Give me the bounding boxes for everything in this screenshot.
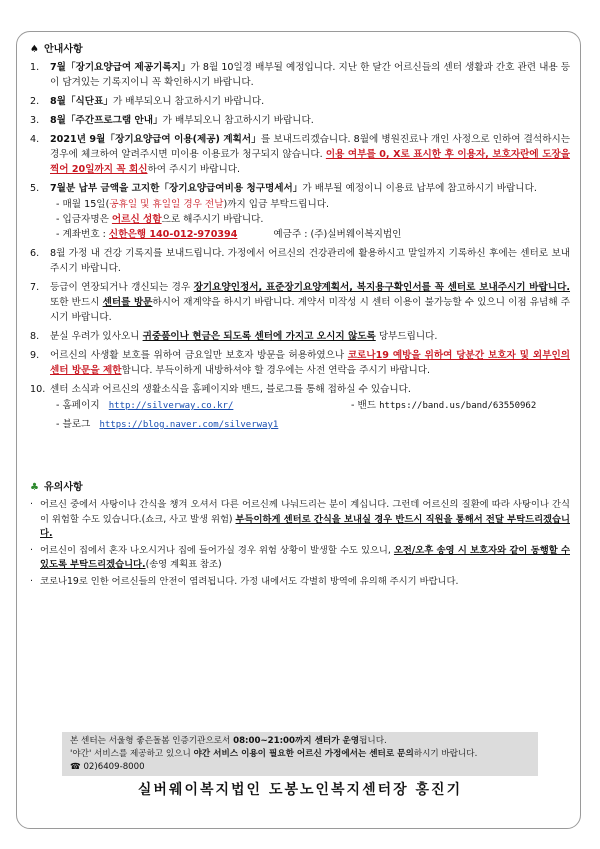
- blog-link[interactable]: https://blog.naver.com/silverway1: [99, 420, 279, 430]
- phone-icon: ☎: [70, 762, 81, 772]
- account-number: 신한은행 140-012-970394: [108, 229, 238, 240]
- phone-number: 02)6409-8000: [83, 762, 145, 772]
- spade-icon: ♠: [30, 44, 39, 55]
- notice-section: [30, 40, 570, 591]
- signature: 실버웨이복지법인 도봉노인복지센터장 홍진기: [137, 782, 463, 798]
- account-holder: 예금주 : (주)실버웨이복지법인: [273, 229, 402, 240]
- band-link[interactable]: https://band.us/band/63550962: [379, 401, 537, 411]
- notice-item-10: 10. 센터 소식과 어르신의 생활소식을 홈페이지와 밴드, 블로그를 통해 접하실 수 있습니다.: [30, 384, 411, 395]
- caution-item-1: · 어르신 중에서 사탕이나 간식을 챙겨 오셔서 다른 어르신께 나눠드리는 분이 계십니다. 그런데 어르신의 질환에 따라 사탕이나 간식이 위험할 수도 있습니다.(쇼크, 사고 발생 위험) 부득이하게 센터로 간식을 보내실 경우 반드시 직원을 통해서 전달 부탁드리겠습니다.: [30, 499, 570, 539]
- notice-item-4: 4. 2021년 9월「장기요양급여 이용(제공) 계획서」를 보내드리겠습니다. 8월에 병원진료나 개인 사정으로 인하여 결석하시는 경우에 체크하여 알려주시면 미이용 이용료가 청구되지 않습니다. 이용 여부를 0, X로 표시한 후 이용자, 보호자란에 도장을 찍어 20일까지 꼭 회신하여 주시기 바랍니다.: [30, 134, 570, 175]
- notice-item-2: 2. 8월「식단표」가 배부되오니 참고하시기 바랍니다.: [30, 96, 265, 107]
- notice-item-3: 3. 8월「주간프로그램 안내」가 배부되오니 참고하시기 바랍니다.: [30, 115, 314, 126]
- club-icon: ♣: [30, 482, 39, 493]
- homepage-link[interactable]: http://silverway.co.kr/: [108, 401, 234, 411]
- caution-heading: ♣ 유의사항: [30, 478, 570, 498]
- blog-row: - 블로그 https://blog.naver.com/silverway1: [56, 419, 279, 430]
- notice-item-1: 1. 7월「장기요양급여 제공기록지」가 8월 10일경 배부될 예정입니다. 지난 한 달간 어르신들의 센터 생활과 간호 관련 내용 등이 담겨있는 기록지이니 꼭 확인하시기 바랍니다.: [30, 62, 570, 88]
- payment-due-line: - 매월 15일(공휴일 및 휴일일 경우 전날)까지 입금 부탁드립니다.: [56, 199, 330, 210]
- notice-item-8: 8. 분실 우려가 있사오니 귀중품이나 현금은 되도록 센터에 가지고 오시지 않도록 당부드립니다.: [30, 331, 438, 342]
- notice-heading: ♠ 안내사항: [30, 40, 570, 60]
- notice-item-9: 9. 어르신의 사생활 보호를 위하여 금요일만 보호자 방문을 허용하였으나 코로나19 예방을 위하여 당분간 보호자 및 외부인의 센터 방문을 제한합니다. 부득이하게 내방하셔야 할 경우에는 사전 연락을 주시기 바랍니다.: [30, 350, 570, 376]
- caution-item-2: · 어르신이 집에서 혼자 나오시거나 집에 들어가실 경우 위험 상황이 발생할 수도 있으니, 오전/오후 송영 시 보호자와 같이 동행할 수 있도록 부탁드리겠습니다.(송영 계획표 참조): [30, 544, 570, 570]
- links-row: - 홈페이지 http://silverway.co.kr/ - 밴드 https://band.us/band/63550962: [56, 400, 537, 411]
- notice-item-5: 5. 7월분 납부 금액을 고지한「장기요양급여비용 청구명세서」가 배부될 예정이니 이용료 납부에 참고하시기 바랍니다.: [30, 183, 537, 194]
- account-line: - 계좌번호 : 신한은행 140-012-970394 예금주 : (주)실버웨이복지법인: [56, 229, 402, 240]
- payer-name-line: - 입금자명은 어르신 성함으로 해주시기 바랍니다.: [56, 214, 264, 225]
- caution-item-3: · 코로나19로 인한 어르신들의 안전이 염려됩니다. 가정 내에서도 각별히 방역에 유의해 주시기 바랍니다.: [30, 575, 459, 587]
- notice-item-6: 6. 8월 가정 내 건강 기록지를 보내드립니다. 가정에서 어르신의 건강관리에 활용하시고 말일까지 기록하신 후에는 센터로 보내주시기 바랍니다.: [30, 248, 570, 274]
- info-box: 본 센터는 서울형 좋은돌봄 인증기관으로서 08:00~21:00까지 센터가 운영됩니다. '야간' 서비스를 제공하고 있으니 야간 서비스 이용이 필요한 어르신 가정에서는 센터로 문의하시기 바랍니다. ☎ 02)6409-8000: [62, 732, 538, 776]
- caution-list: [30, 498, 570, 589]
- notice-item-7: 7. 등급이 연장되거나 갱신되는 경우 장기요양인정서, 표준장기요양계획서, 복지용구확인서를 꼭 센터로 보내주시기 바랍니다. 또한 반드시 센터를 방문하시어 재계약을 하시기 바랍니다. 계약서 미작성 시 센터 이용이 불가능할 수 있으니 이점 유념해 주시기 바랍니다.: [30, 282, 571, 323]
